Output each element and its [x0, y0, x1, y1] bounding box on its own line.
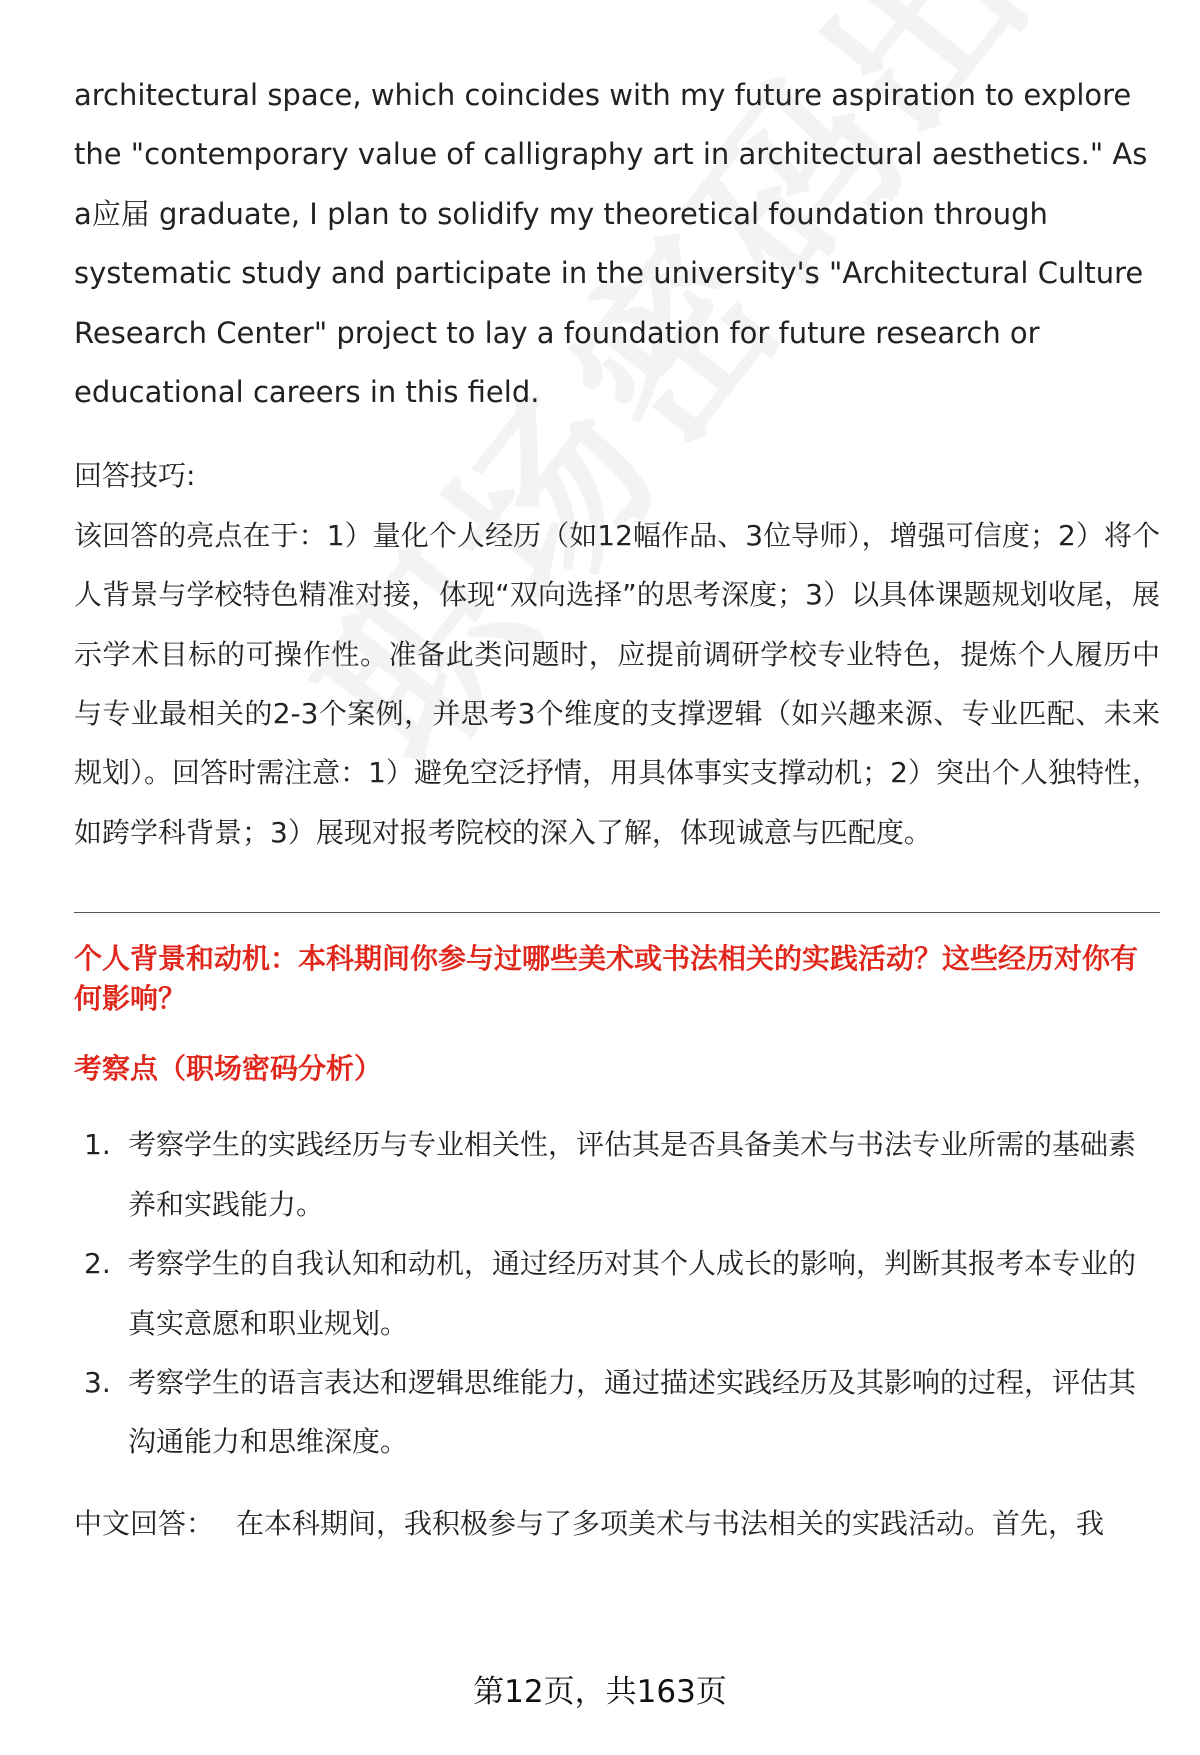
list-item-text: 考察学生的语言表达和逻辑思维能力，通过描述实践经历及其影响的过程，评估其沟通能力和思维深度。: [128, 1365, 1137, 1459]
list-item: [74, 1353, 1160, 1472]
examination-heading: 考察点（职场密码分析）: [74, 1052, 383, 1086]
question-heading: 个人背景和动机：本科期间你参与过哪些美术或书法相关的实践活动？这些经历对你有何影响？: [74, 942, 1139, 1016]
answer-paragraph: [74, 1494, 1160, 1553]
list-item-text: 考察学生的实践经历与专业相关性，评估其是否具备美术与书法专业所需的基础素养和实践能力。: [128, 1128, 1137, 1221]
list-item-number: 2.: [84, 1247, 111, 1281]
examination-list: [74, 1115, 1160, 1471]
tips-body: 该回答的亮点在于：1）量化个人经历（如12幅作品、3位导师），增强可信度；2）将个人背景与学校特色精准对接，体现“双向选择”的思考深度；3）以具体课题规划收尾，展示学术目标的可操作性。准备此类问题时，应提前调研学校专业特色，提炼个人履历中与专业最相关的2-3个案例，并思考3个维度的支撑逻辑（如兴趣来源、专业匹配、未来规划）。回答时需注意：1）避免空泛抒情，用具体事实支撑动机；2）突出个人独特性，如跨学科背景；3）展现对报考院校的深入了解，体现诚意与匹配度。: [74, 518, 1160, 849]
list-item: [74, 1115, 1160, 1234]
document-content: [74, 66, 1160, 1553]
list-item-number: 3.: [84, 1365, 111, 1399]
tips-heading: 回答技巧:: [74, 459, 196, 493]
list-item-text: 考察学生的自我认知和动机，通过经历对其个人成长的影响，判断其报考本专业的真实意愿和职业规划。: [128, 1247, 1137, 1340]
english-paragraph: architectural space, which coincides with my future aspiration to explore the "contemporary value of calligraphy art in architectural aesthetics." As a应届 graduate, I plan to solidify my theoretical foundation through systematic study and participate in the university's "Architectural Culture Research Center" project to lay a foundation for future research or educational careers in this field.: [74, 78, 1148, 410]
page-number: 第12页，共163页: [473, 1674, 727, 1710]
answer-text: 在本科期间，我积极参与了多项美术与书法相关的实践活动。首先，我: [236, 1506, 1105, 1540]
section-divider: [74, 912, 1160, 913]
list-item-number: 1.: [84, 1128, 111, 1162]
answer-label: 中文回答：: [74, 1506, 215, 1540]
list-item: [74, 1234, 1160, 1353]
